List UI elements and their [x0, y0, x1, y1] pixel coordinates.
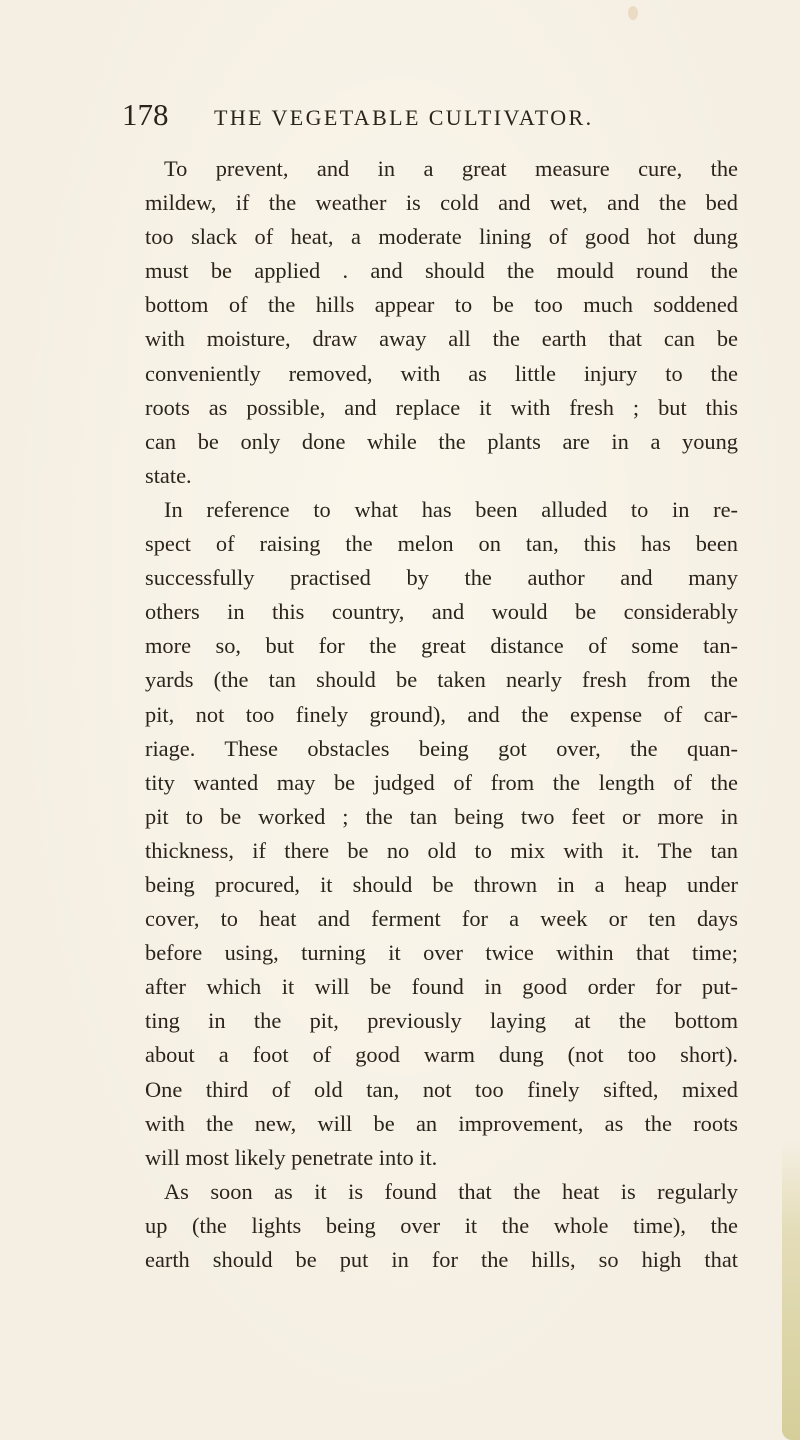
text-line: conveniently removed, with as little injury to the: [145, 360, 738, 386]
text-line: can be only done while the plants are in a young: [145, 428, 738, 454]
text-line: will most likely penetrate into it.: [145, 1144, 438, 1170]
text-line: more so, but for the great distance of some tan-: [145, 633, 738, 659]
text-line: with the new, will be an improvement, as the roots: [145, 1110, 738, 1136]
body-text: [145, 152, 738, 1277]
text-line: thickness, if there be no old to mix with it. The tan: [145, 837, 738, 863]
text-line: bottom of the hills appear to be too much soddened: [145, 292, 738, 318]
text-line: after which it will be found in good order for put-: [145, 974, 738, 1000]
page-number: 178: [122, 97, 169, 132]
text-line: yards (the tan should be taken nearly fresh from the: [145, 667, 738, 693]
text-line: must be applied . and should the mould round the: [145, 258, 738, 284]
text-line: ting in the pit, previously laying at the bottom: [145, 1008, 738, 1034]
running-head: THE VEGETABLE CULTIVATOR.: [214, 105, 594, 130]
text-line: roots as possible, and replace it with fresh ; but this: [145, 394, 738, 420]
text-line: tity wanted may be judged of from the length of the: [145, 769, 738, 795]
text-line: cover, to heat and ferment for a week or ten days: [145, 906, 738, 932]
text-line: about a foot of good warm dung (not too short).: [145, 1042, 738, 1068]
text-line: pit to be worked ; the tan being two feet or more in: [145, 803, 738, 829]
text-line: before using, turning it over twice within that time;: [145, 940, 738, 966]
page-header: [122, 95, 722, 135]
page-edge-stain: [782, 1140, 800, 1440]
text-line: pit, not too finely ground), and the expense of car-: [145, 701, 738, 727]
text-line: spect of raising the melon on tan, this has been: [145, 531, 738, 557]
text-line: successfully practised by the author and many: [145, 565, 738, 591]
text-line: earth should be put in for the hills, so high that: [145, 1247, 738, 1272]
text-line: with moisture, draw away all the earth that can be: [145, 326, 738, 352]
text-line: being procured, it should be thrown in a heap under: [145, 871, 738, 897]
text-line: In reference to what has been alluded to in re-: [164, 496, 738, 522]
text-line: up (the lights being over it the whole time), the: [145, 1212, 738, 1238]
text-line: riage. These obstacles being got over, the quan-: [145, 735, 738, 761]
text-line: As soon as it is found that the heat is regularly: [164, 1178, 738, 1204]
text-line: mildew, if the weather is cold and wet, and the bed: [145, 190, 738, 216]
text-line: too slack of heat, a moderate lining of good hot dung: [145, 224, 738, 250]
text-line: others in this country, and would be considerably: [145, 599, 738, 625]
text-line: state.: [145, 462, 192, 488]
paper-spot: [628, 6, 638, 20]
text-line: One third of old tan, not too finely sifted, mixed: [145, 1076, 738, 1102]
text-line: To prevent, and in a great measure cure, the: [164, 156, 738, 181]
